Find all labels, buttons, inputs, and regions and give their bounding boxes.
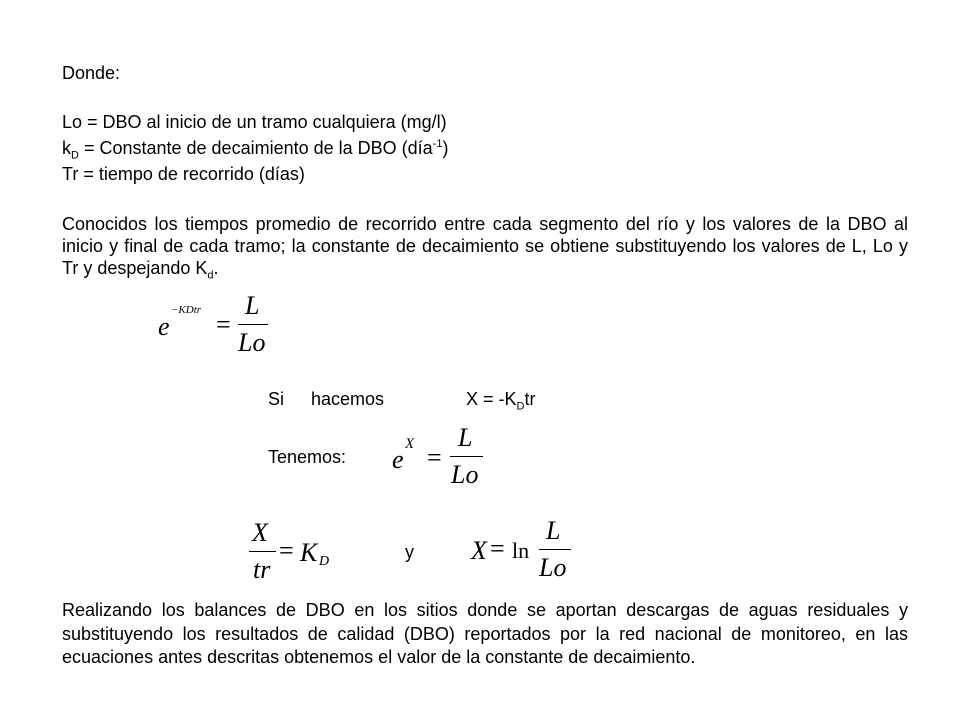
kd-subscript: D: [71, 149, 79, 162]
eq4-numerator: L: [546, 516, 561, 545]
eq4-fraction-bar: [539, 549, 571, 550]
eq4-equals: =: [490, 534, 505, 563]
substitution-expression: [466, 388, 536, 413]
eq3-rhs-subscript: D: [319, 554, 330, 569]
eq3-equals: =: [279, 536, 294, 565]
substitution-end: tr: [524, 389, 536, 409]
eq4-lhs: X: [471, 536, 487, 565]
eq1-base: e: [158, 312, 170, 341]
kd-prefix: k: [62, 138, 71, 158]
eq3-denominator: tr: [253, 555, 271, 584]
definition-kd: [62, 137, 449, 162]
eq3-fraction-bar: [249, 551, 276, 552]
paragraph-conclusion: Realizando los balances de DBO en los sitios donde se aportan descargas de aguas residuales y substituyendo los resultados de calidad (DBO) reportados por la red nacional de monitoreo, en las ecuaciones antes descritas obtenemos el valor de la constante de decaimiento.: [62, 600, 908, 667]
eq4-denominator: Lo: [539, 553, 567, 582]
eq2-base: e: [392, 445, 404, 474]
substitution-sub: D: [516, 400, 525, 413]
kd-text: = Constante de decaimiento de la DBO (día: [78, 138, 433, 158]
eq2-numerator: L: [458, 423, 473, 452]
definition-tr: Tr = tiempo de recorrido (días): [62, 164, 305, 184]
paragraph-method: [62, 213, 908, 282]
eq1-equals: =: [216, 310, 231, 339]
paragraph-method-text: Conocidos los tiempos promedio de recorrido entre cada segmento del río y los valores de la DBO al inicio y final de cada tramo; la constante de decaimiento se obtiene substituyendo los valores de L, Lo y Tr y despejando K: [62, 214, 908, 278]
si-word: Si: [268, 389, 285, 409]
eq1-denominator: Lo: [238, 328, 266, 357]
hacemos-word: hacemos: [311, 389, 385, 409]
intro-label: Donde:: [62, 63, 121, 83]
eq3-rhs: K: [300, 538, 318, 567]
eq4-ln: ln: [512, 538, 530, 563]
eq2-denominator: Lo: [451, 460, 479, 489]
eq1-exponent: −KDtr: [171, 304, 202, 316]
eq3-numerator: X: [252, 518, 268, 547]
eq1-numerator: L: [245, 291, 260, 320]
definition-lo: Lo = DBO al inicio de un tramo cualquiera (mg/l): [62, 112, 447, 132]
paragraph-method-sub: d: [207, 269, 214, 282]
eq1-fraction-bar: [238, 324, 268, 325]
kd-superscript: -1: [432, 138, 443, 150]
tenemos-label: Tenemos:: [268, 447, 347, 467]
kd-close: ): [442, 138, 449, 158]
eq2-equals: =: [427, 443, 442, 472]
conjunction-y: y: [405, 542, 414, 562]
paragraph-method-end: .: [213, 258, 219, 278]
eq2-exponent: X: [405, 436, 415, 452]
substitution-lhs: X = -K: [466, 389, 517, 409]
eq2-fraction-bar: [450, 456, 483, 457]
